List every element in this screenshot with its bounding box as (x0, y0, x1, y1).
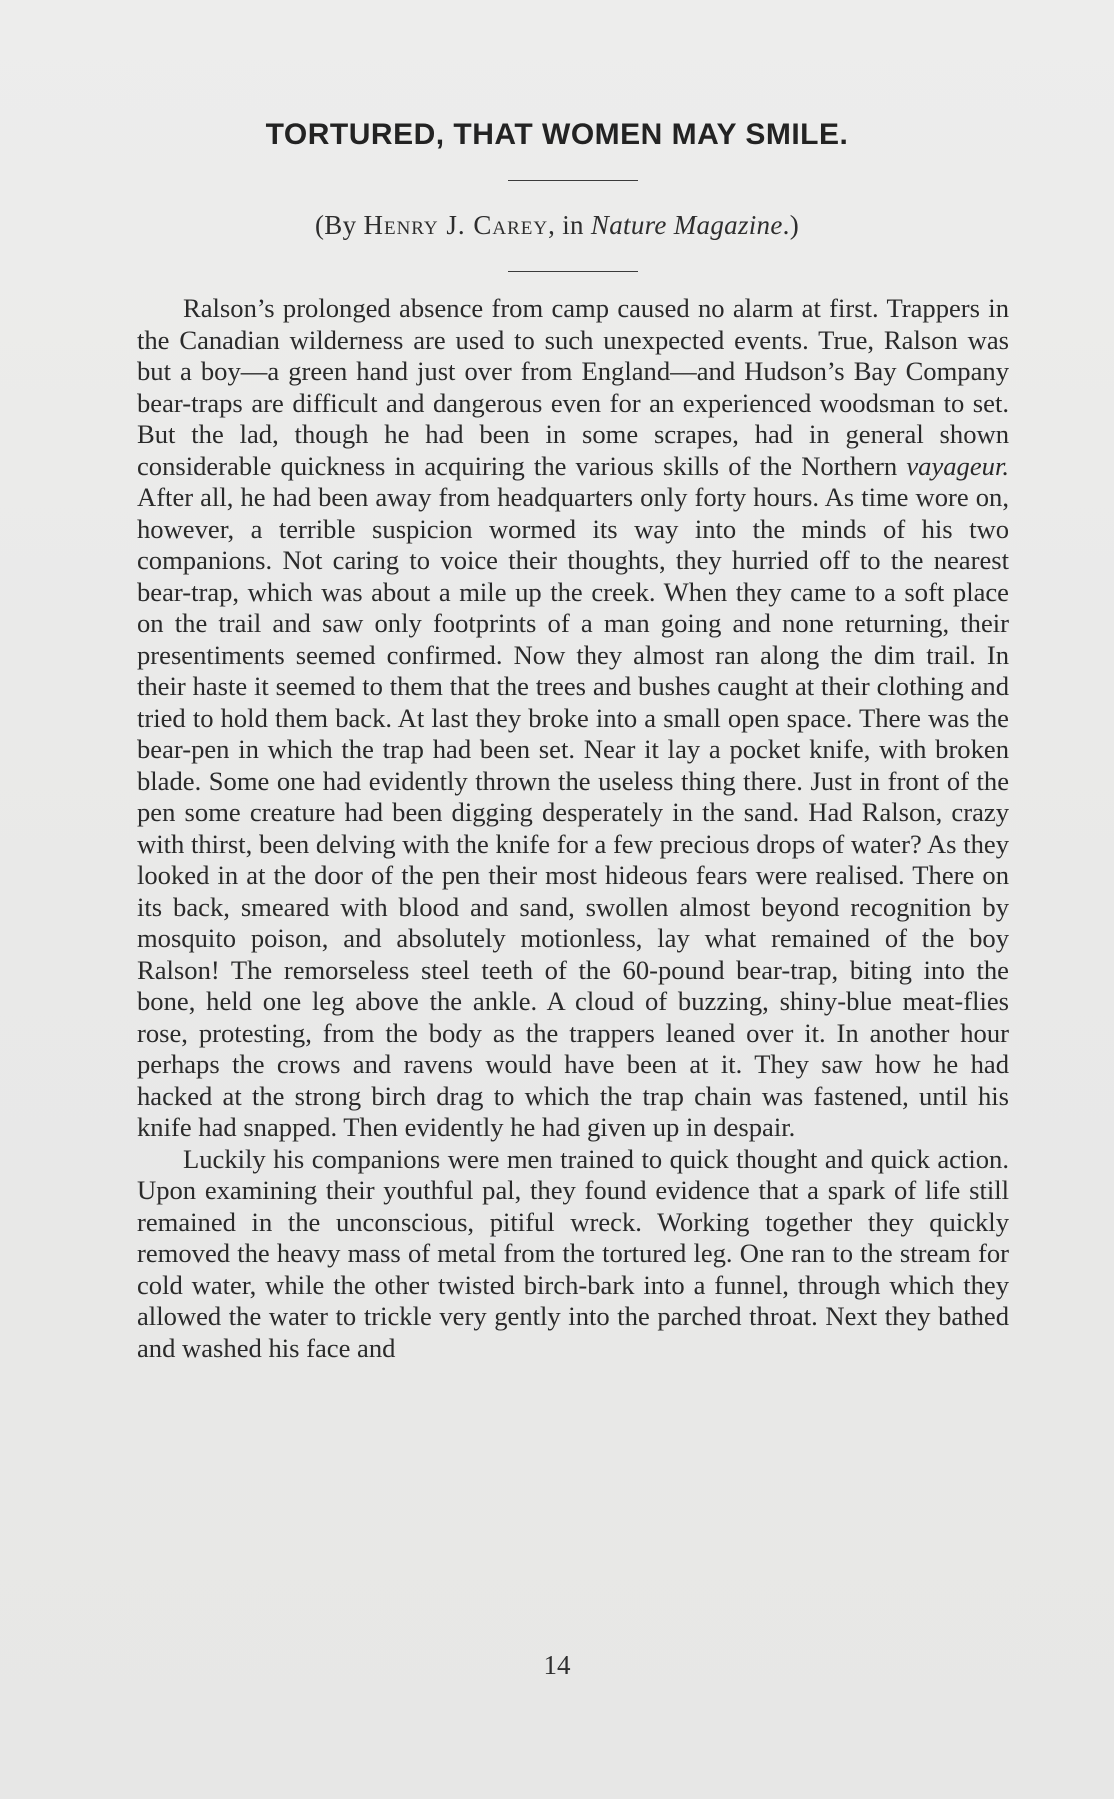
byline-mid: , in (548, 210, 591, 240)
byline-open: (By (315, 210, 364, 240)
byline-divider (508, 271, 638, 272)
paragraph-1-text-a: Ralson’s prolonged absence from camp caused no alarm at first. Trappers in the Canadian wilderness are used to such unexpected events. True, Ralson was but a boy—a green hand just over from England—and Hudson’s Bay Company bear-traps are difficult and dangerous even for an experienced woodsman to set. But the lad, though he had been in some scrapes, had in general shown considerable quickness in acquiring the various skills of the Northern (137, 293, 1009, 481)
byline-author: Henry J. Carey (363, 210, 549, 240)
title-divider (508, 180, 638, 181)
byline (0, 210, 1114, 241)
paragraph-1-emphasis: vayageur. (906, 450, 1009, 481)
paragraph-2: Luckily his companions were men trained to quick thought and quick action. Upon examining their youthful pal, they found evidence that a spark of life still remained in the unconscious, pitiful wreck. Working together they quickly removed the heavy mass of metal from the tortured leg. One ran to the stream for cold water, while the other twisted birch-bark into a funnel, through which they allowed the water to trickle very gently into the parched throat. Next they bathed and washed his face and (137, 1143, 1009, 1363)
paragraph-1 (137, 293, 1009, 1144)
byline-close: .) (782, 210, 799, 240)
article-body (137, 293, 1009, 1364)
paragraph-1-text-b: After all, he had been away from headquarters only forty hours. As time wore on, however, a terrible suspicion wormed its way into the minds of his two companions. Not caring to voice their thoughts, they hurried off to the nearest bear-trap, which was about a mile up the creek. When they came to a soft place on the trail and saw only footprints of a man going and none returning, their presentiments seemed confirmed. Now they almost ran along the dim trail. In their haste it seemed to them that the trees and bushes caught at their clothing and tried to hold them back. At last they broke into a small open space. There was the bear-pen in which the trap had been set. Near it lay a pocket knife, with broken blade. Some one had evidently thrown the useless thing there. Just in front of the pen some creature had been digging desperately in the sand. Had Ralson, crazy with thirst, been delving with the knife for a few precious drops of water? As they looked in at the door of the pen their most hideous fears were realised. There on its back, smeared with blood and sand, swollen almost beyond recognition by mosquito poison, and absolutely motionless, lay what remained of the boy Ralson! The remorseless steel teeth of the 60-pound bear-trap, biting into the bone, held one leg above the ankle. A cloud of buzzing, shiny-blue meat-flies rose, protesting, from the body as the trappers leaned over it. In another hour perhaps the crows and ravens would have been at it. They saw how he had hacked at the strong birch drag to which the trap chain was fastened, until his knife had snapped. Then evidently he had given up in despair. (137, 482, 1009, 1142)
page-number: 14 (543, 1650, 571, 1680)
article-title: TORTURED, THAT WOMEN MAY SMILE. (265, 118, 849, 151)
byline-publication: Nature Magazine (590, 210, 783, 240)
